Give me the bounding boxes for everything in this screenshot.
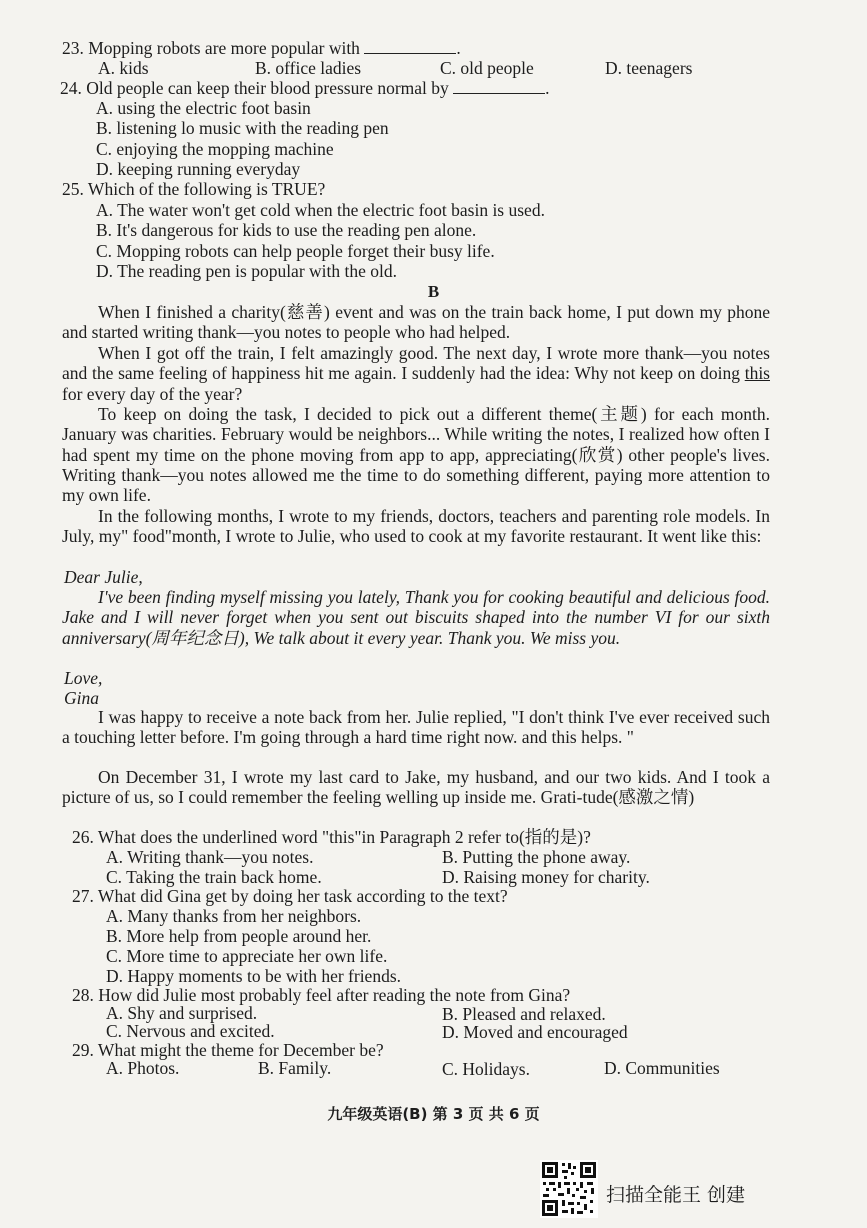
letter-close: Love,: [64, 668, 103, 688]
q25-stem: 25. Which of the following is TRUE?: [62, 179, 326, 199]
passage-paragraph-6: On December 31, I wrote my last card to Jake, my husband, and our two kids. And I took a picture of us, so I could remember the feeling welling up inside me. Grati-tude(感激之情): [62, 767, 770, 808]
letter-greeting: Dear Julie,: [64, 567, 143, 587]
q25-option-d: D. The reading pen is popular with the old.: [96, 261, 398, 281]
q27-stem: 27. What did Gina get by doing her task according to the text?: [72, 886, 508, 906]
letter-signature: Gina: [64, 688, 99, 708]
q23-stem-text: 23. Mopping robots are more popular with: [62, 38, 365, 58]
q28-option-b: B. Pleased and relaxed.: [442, 1004, 606, 1024]
p2-underlined-word: this: [744, 363, 770, 384]
q23-stem-end: .: [456, 38, 461, 58]
q23-option-c: C. old people: [440, 58, 534, 78]
q23-option-a: A. kids: [98, 58, 149, 78]
q23-option-b: B. office ladies: [255, 58, 362, 78]
section-b-heading: B: [427, 282, 440, 301]
q24-option-d: D. keeping running everyday: [96, 159, 301, 179]
q23-option-d: D. teenagers: [605, 58, 693, 78]
page-footer: 九年级英语(B) 第 3 页 共 6 页: [327, 1105, 540, 1123]
q24-option-a: A. using the electric foot basin: [96, 98, 311, 118]
q27-option-a: A. Many thanks from her neighbors.: [106, 906, 362, 926]
p2-text-b: for every day of the year?: [62, 383, 243, 404]
passage-paragraph-1: When I finished a charity(慈善) event and was on the train back home, I put down my phone and started writing thank—you notes to people who had helped.: [62, 302, 770, 343]
q29-option-c: C. Holidays.: [442, 1059, 530, 1079]
passage-paragraph-5: I was happy to receive a note back from her. Julie replied, "I don't think I've ever received such a touching letter before. I'm going through a hard time right now. and this helps. ": [62, 707, 770, 748]
q24-stem-end: .: [545, 78, 550, 98]
q26-stem: 26. What does the underlined word "this"in Paragraph 2 refer to(指的是)?: [72, 827, 591, 847]
q24-option-b: B. listening lo music with the reading pen: [96, 118, 389, 138]
q24-option-c: C. enjoying the mopping machine: [96, 139, 334, 159]
q29-stem: 29. What might the theme for December be?: [72, 1040, 384, 1060]
passage-paragraph-3: To keep on doing the task, I decided to pick out a different theme(主题) for each month. January was charities. February would be neighbors... While writing the notes, I realized how often I had spent my time on the phone moving from app to app, appreciating(欣赏) other people's lives. Writing thank—you notes allowed me the time to do something different, paying more attention to my own life.: [62, 404, 770, 506]
q23-stem: [62, 38, 461, 58]
q29-option-b: B. Family.: [258, 1058, 332, 1078]
q28-option-a: A. Shy and surprised.: [106, 1003, 258, 1023]
letter-body: I've been finding myself missing you lately, Thank you for cooking beautiful and delicious food. Jake and I will never forget when you sent out biscuits shaped into the number VI for our sixth anniversary(周年纪念日), We talk about it every year. Thank you. We miss you.: [62, 587, 770, 648]
q26-option-d: D. Raising money for charity.: [442, 867, 650, 887]
q28-stem: 28. How did Julie most probably feel after reading the note from Gina?: [72, 985, 571, 1005]
q29-option-d: D. Communities: [604, 1058, 720, 1078]
q23-blank: [364, 39, 456, 54]
q26-option-a: A. Writing thank—you notes.: [106, 847, 314, 867]
q26-option-c: C. Taking the train back home.: [106, 867, 322, 887]
q24-stem-text: 24. Old people can keep their blood pressure normal by: [60, 78, 454, 98]
q27-option-b: B. More help from people around her.: [106, 926, 372, 946]
q27-option-c: C. More time to appreciate her own life.: [106, 946, 388, 966]
q25-option-b: B. It's dangerous for kids to use the reading pen alone.: [96, 220, 477, 240]
q25-option-a: A. The water won't get cold when the electric foot basin is used.: [96, 200, 545, 220]
q24-stem: [60, 78, 550, 98]
q29-option-a: A. Photos.: [106, 1058, 180, 1078]
qr-code-icon: [540, 1160, 598, 1218]
q26-option-b: B. Putting the phone away.: [442, 847, 631, 867]
q28-option-c: C. Nervous and excited.: [106, 1021, 275, 1041]
scanner-watermark: 扫描全能王 创建: [606, 1184, 746, 1206]
q27-option-d: D. Happy moments to be with her friends.: [106, 966, 402, 986]
q25-option-c: C. Mopping robots can help people forget their busy life.: [96, 241, 495, 261]
passage-paragraph-2: [62, 343, 770, 404]
passage-paragraph-4: In the following months, I wrote to my friends, doctors, teachers and parenting role models. In July, my" food"month, I wrote to Julie, who used to cook at my favorite restaurant. It went like this:: [62, 506, 770, 547]
p2-text-a: When I got off the train, I felt amazingly good. The next day, I wrote more thank—you notes and the same feeling of happiness hit me again. I suddenly had the idea: Why not keep on doing: [62, 343, 770, 384]
q24-blank: [453, 79, 545, 94]
q28-option-d: D. Moved and encouraged: [442, 1022, 628, 1042]
